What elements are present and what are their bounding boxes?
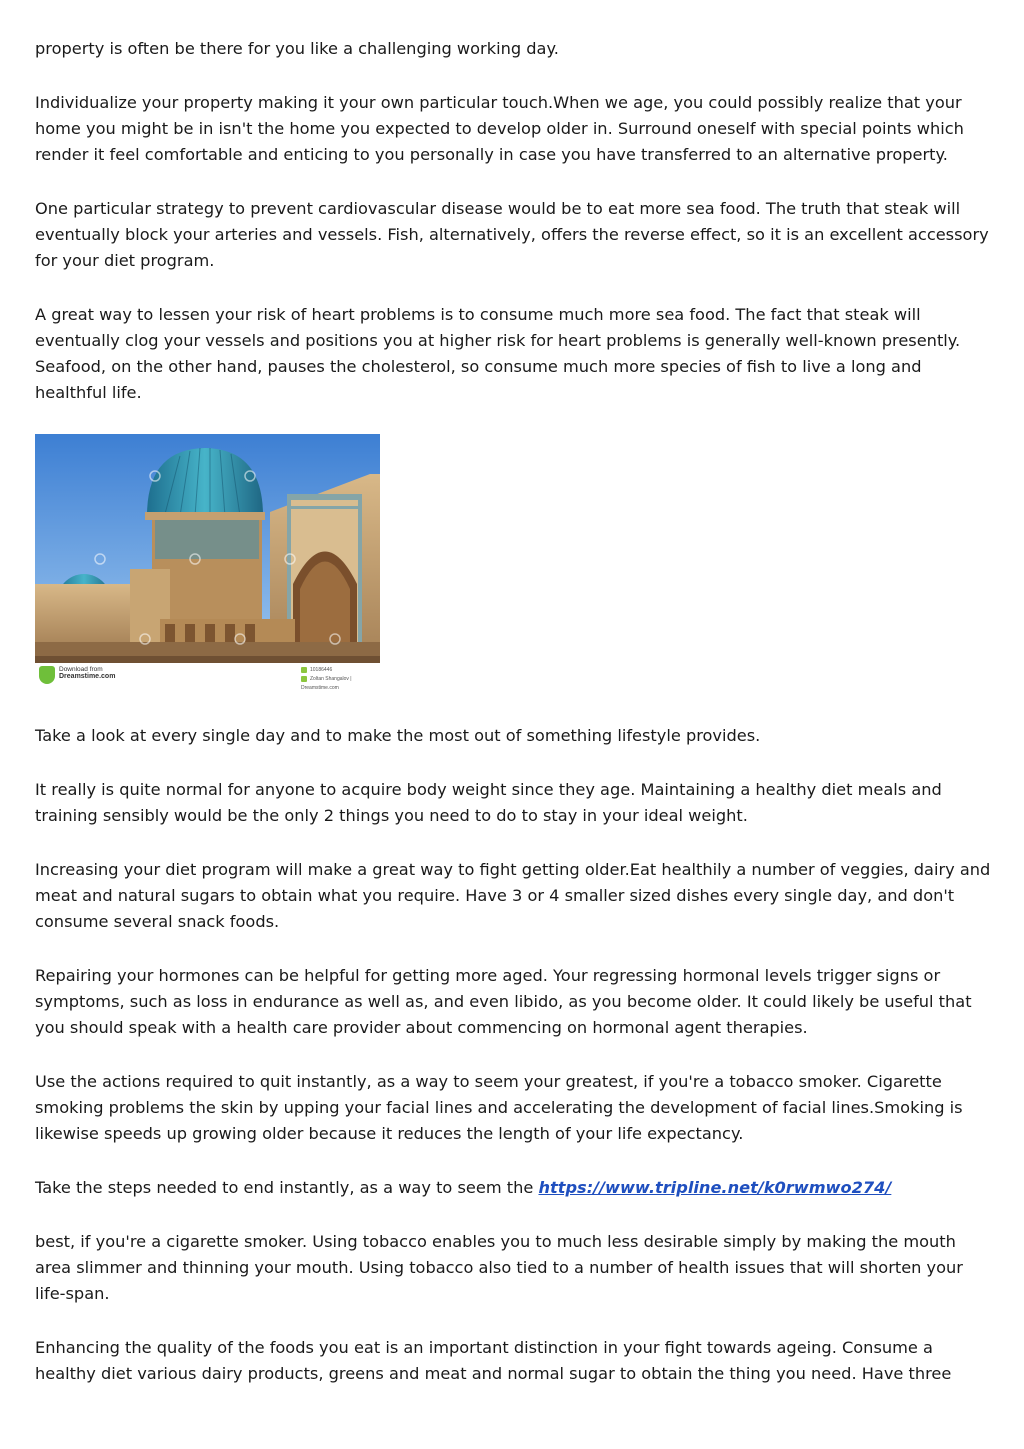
paragraph-4: A great way to lessen your risk of heart problems is to consume much more sea food. The fact that steak will eventually clog your vessels and positions you at higher risk for heart problems is generally well-known presently. Seafood, on the other hand, pauses the cholesterol, so consume much more species of fish to live a long and healthful life. [35,305,961,402]
dreamstime-logo-icon [39,666,55,684]
photo-credit-info: 10186446 Zoltan Shangalov | Dreamstime.com [301,667,352,689]
paragraph-8: Repairing your hormones can be helpful for getting more aged. Your regressing hormonal levels trigger signs or symptoms, such as loss in endurance as well as, and even libido, as you become older. It could likely be useful that you should speak with a health care provider about commencing on hormonal agent therapies. [35,966,972,1037]
paragraph-12: Enhancing the quality of the foods you eat is an important distinction in your fight towards ageing. Consume a healthy diet various dairy products, greens and meat and normal sugar to obtain the thing you need. Have three [35,1338,952,1383]
paragraph-6: It really is quite normal for anyone to acquire body weight since they age. Maintaining a healthy diet meals and training sensibly would be the only 2 things you need to do to stay in your ideal weight. [35,780,942,825]
paragraph-10 [35,1175,995,1201]
id-icon [301,667,307,673]
paragraph-2: Individualize your property making it your own particular touch.When we age, you could possibly realize that your home you might be in isn't the home you expected to develop older in. Surround oneself with special points which render it feel comfortable and enticing to you personally in case you have transferred to an alternative property. [35,93,964,164]
paragraph-5: Take a look at every single day and to make the most out of something lifestyle provides. [35,726,761,745]
paragraph-9: Use the actions required to quit instantly, as a way to seem your greatest, if you're a tobacco smoker. Cigarette smoking problems the skin by upping your facial lines and accelerating the development of facial lines.Smoking is likewise speeds up growing older because it reduces the length of your life expectancy. [35,1072,963,1143]
author-icon [301,676,307,682]
paragraph-7: Increasing your diet program will make a great way to fight getting older.Eat healthily a number of veggies, dairy and meat and natural sugars to obtain what you require. Have 3 or 4 smaller sized dishes every single day, and don't consume several snack foods. [35,860,991,931]
mosque-photo [35,434,380,689]
paragraph-11: best, if you're a cigarette smoker. Using tobacco enables you to much less desirable simply by making the mouth area slimmer and thinning your mouth. Using tobacco also tied to a number of health issues that will shorten your life-span. [35,1232,963,1303]
photo-credit-bar [35,663,380,689]
paragraph-1: property is often be there for you like a challenging working day. [35,39,559,58]
paragraph-3: One particular strategy to prevent cardiovascular disease would be to eat more sea food. The truth that steak will eventually block your arteries and vessels. Fish, alternatively, offers the reverse effect, so it is an excellent accessory for your diet program. [35,199,989,270]
paragraph-10-text: Take the steps needed to end instantly, as a way to seem the [35,1178,539,1197]
photo-credit-text: Download from Dreamstime.com [59,666,116,680]
document-page [35,36,995,1415]
tripline-link[interactable]: https://www.tripline.net/k0rwmwo274/ [538,1178,892,1197]
mosque-illustration [35,434,380,663]
